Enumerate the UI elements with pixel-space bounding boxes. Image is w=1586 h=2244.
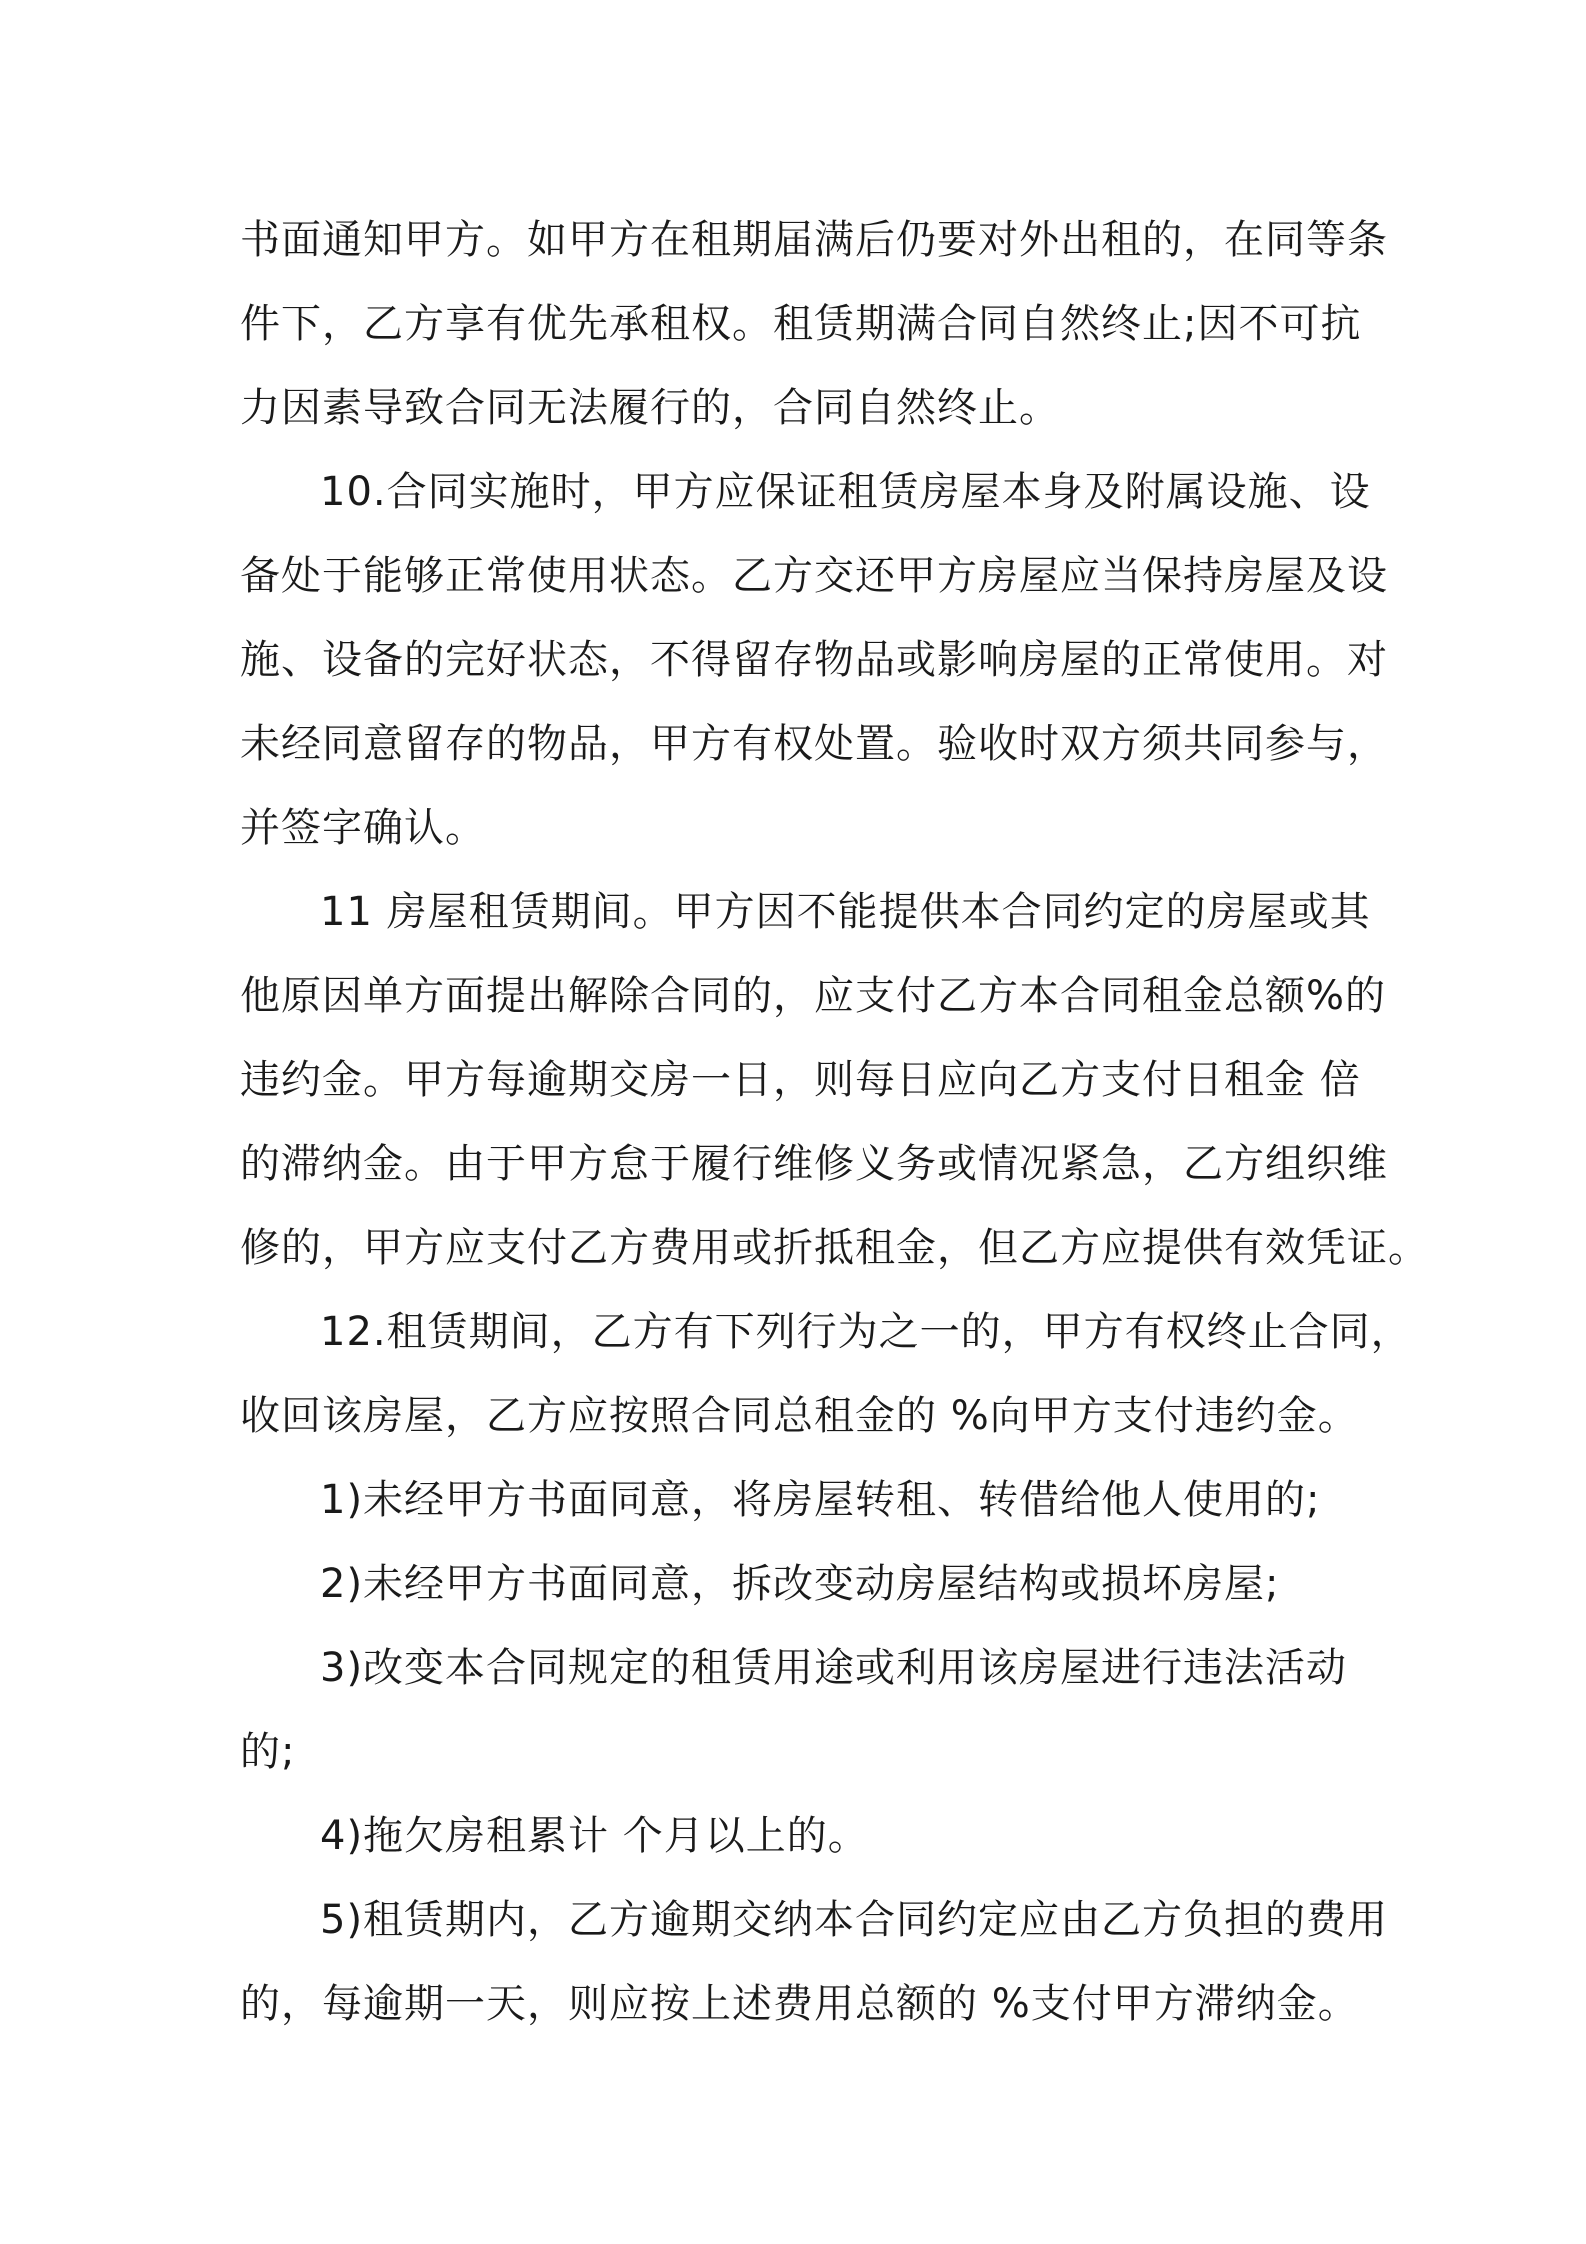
list-item-4: 4)拖欠房租累计 个月以上的。 [320,1813,869,1859]
clause-10-line-5: 并签字确认。 [240,805,486,851]
clause-10-line-3: 施、设备的完好状态，不得留存物品或影响房屋的正常使用。对 [240,637,1388,683]
clause-10-line-4: 未经同意留存的物品，甲方有权处置。验收时双方须共同参与， [240,721,1388,767]
clause-11-line-4: 的滞纳金。由于甲方怠于履行维修义务或情况紧急，乙方组织维 [240,1141,1388,1187]
list-item-1: 1)未经甲方书面同意，将房屋转租、转借给他人使用的; [320,1477,1321,1523]
contract-body [240,198,1429,2046]
clause-10-line-1: 10.合同实施时，甲方应保证租赁房屋本身及附属设施、设 [320,469,1371,515]
clause-12-line-1: 12.租赁期间，乙方有下列行为之一的，甲方有权终止合同， [320,1309,1412,1355]
text-line-2: 件下，乙方享有优先承租权。租赁期满合同自然终止;因不可抗 [240,301,1362,347]
clause-11-line-3: 违约金。甲方每逾期交房一日，则每日应向乙方支付日租金 倍 [240,1057,1361,1103]
clause-11-line-2: 他原因单方面提出解除合同的，应支付乙方本合同租金总额%的 [240,973,1387,1019]
text-line-1: 书面通知甲方。如甲方在租期届满后仍要对外出租的，在同等条 [240,217,1388,263]
list-item-2: 2)未经甲方书面同意，拆改变动房屋结构或损坏房屋; [320,1561,1280,1607]
clause-12-line-2: 收回该房屋，乙方应按照合同总租金的 %向甲方支付违约金。 [240,1393,1359,1439]
clause-11-line-1: 11 房屋租赁期间。甲方因不能提供本合同约定的房屋或其 [320,889,1371,935]
list-item-5-line-1: 5)租赁期内，乙方逾期交纳本合同约定应由乙方负担的费用 [320,1897,1389,1943]
list-item-5-line-2: 的，每逾期一天，则应按上述费用总额的 %支付甲方滞纳金。 [240,1981,1359,2027]
list-item-3-line-2: 的; [240,1729,296,1775]
text-line-3: 力因素导致合同无法履行的，合同自然终止。 [240,385,1060,431]
clause-10-line-2: 备处于能够正常使用状态。乙方交还甲方房屋应当保持房屋及设 [240,553,1388,599]
list-item-3-line-1: 3)改变本合同规定的租赁用途或利用该房屋进行违法活动 [320,1645,1348,1691]
clause-11-line-5: 修的，甲方应支付乙方费用或折抵租金，但乙方应提供有效凭证。 [240,1225,1429,1271]
